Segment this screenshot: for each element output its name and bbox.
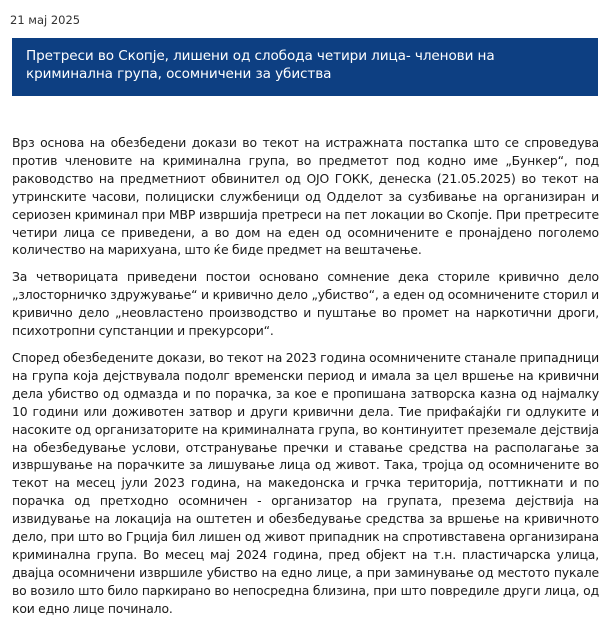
article-title: Претреси во Скопје, лишени од слобода четири лица- членови на криминална група, осомничени за убиства <box>26 48 495 82</box>
article-body <box>12 134 599 627</box>
article-paragraph: Врз основа на обезбедени докази во текот на истражната постапка што се спроведува против членовите на криминална група, во предметот под кодно име „Бункер“, под раководство на предметниот обвинител од ОЈО ГОКК, денеска (21.05.2025) во текот на утринските часови, полициски службеници од Одделот за сузбивање на организиран и сериозен криминал при МВР извршија претреси на пет локации во Скопје. При претресите четири лица се приведени, а во дом на еден од осомничените е пронајдено поголемо количество на марихуана, што ќе биде предмет на вештачење. <box>12 135 599 258</box>
article-paragraph: Според обезбедените докази, во текот на 2023 година осомничените станале припадници на група која дејствувала подолг временски период и имала за цел вршење на кривични дела убиство од одмазда и по порачка, за кое е пропишана затворска казна од најмалку 10 години или доживотен затвор и други кривични дела. Тие прифаќајќи ги одлуките и насоките од организаторите на криминалната група, во континуитет преземале дејствија на обезбедување услови, отстранување пречки и ставање средства на располагање за извршување на порачките за лишување лица од живот. Така, тројца од осомничените во текот на месец јули 2023 година, на македонска и грчка територија, поттикнати и по порачка од претходно осомничен - организатор на групата, презема дејствија на извидување на локација на оштетен и обезбедување средства за вршење на кривичното дело, при што во Грција бил лишен од живот припадник на спротивставена организирана криминална група. Во месец мај 2024 година, пред објект на т.н. пластичарска улица, двајца осомничени извршиле убиство на едно лице, а при заминување од местото пукале во возило што било паркирано во непосредна близина, при што повредиле други лица, од кои едно лице починало. <box>12 349 599 616</box>
title-banner <box>12 38 598 96</box>
article-paragraph: За четворицата приведени постои основано сомнение дека сториле кривично дело „злосторничко здружување“ и кривично дело „убиство“, а еден од осомничените сторил и кривично дело „неовластено производство и пуштање во промет на наркотични дроги, психотропни супстанции и прекурсори“. <box>12 269 599 339</box>
article-date: 21 мај 2025 <box>10 13 81 27</box>
